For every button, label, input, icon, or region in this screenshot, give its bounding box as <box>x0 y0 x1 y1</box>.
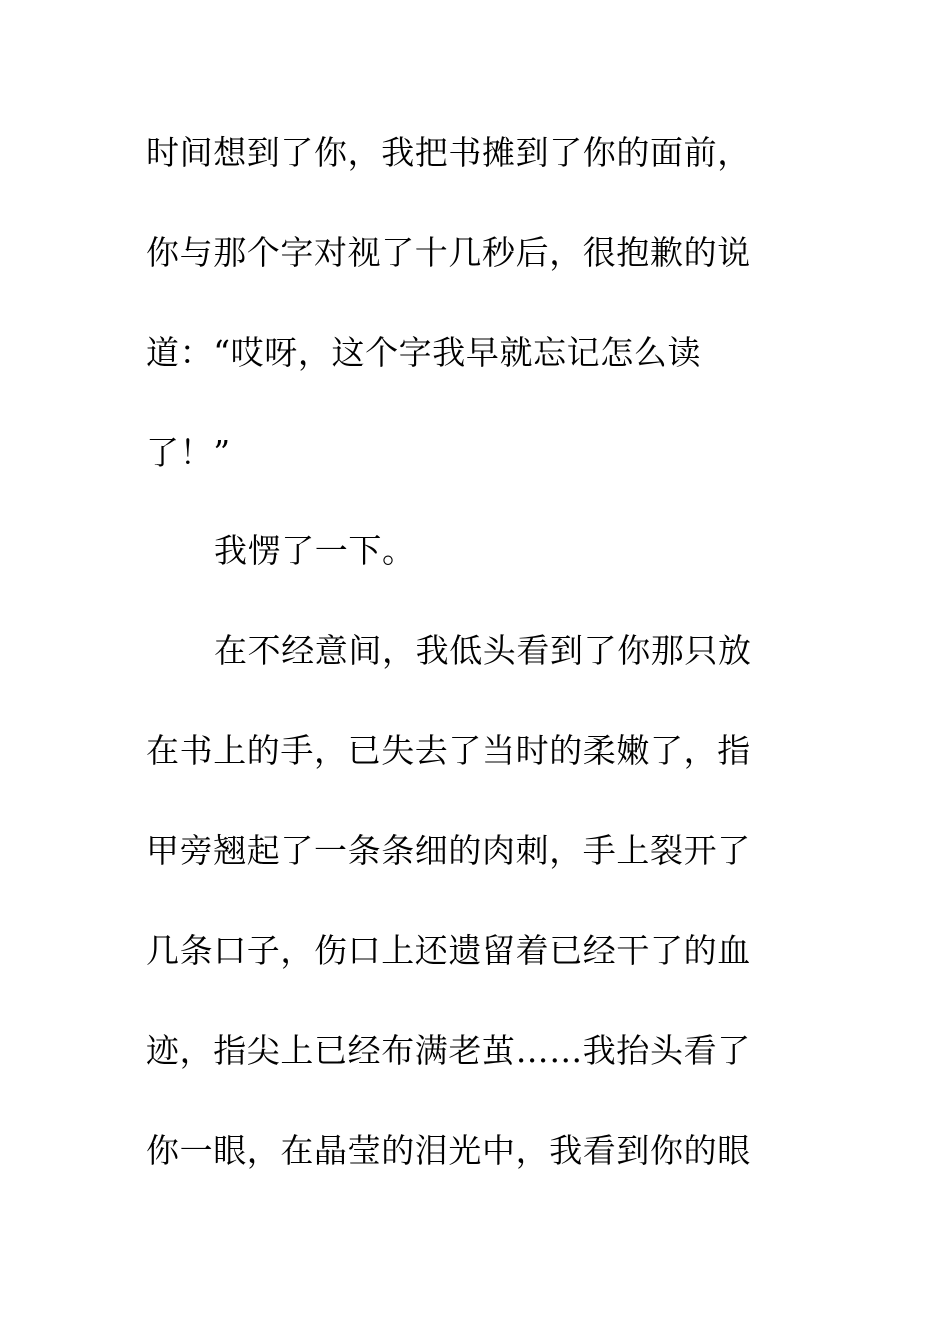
text-line: 在书上的手，已失去了当时的柔嫩了，指 <box>146 731 751 770</box>
text-line: 你与那个字对视了十几秒后，很抱歉的说 <box>146 233 751 272</box>
text-line: 了！” <box>146 433 231 472</box>
text-line: 你一眼，在晶莹的泪光中，我看到你的眼 <box>146 1131 751 1170</box>
paragraph-start-line: 我愣了一下。 <box>214 531 416 570</box>
text-line: 道：“哎呀，这个字我早就忘记怎么读 <box>146 333 702 372</box>
text-line: 甲旁翘起了一条条细的肉刺，手上裂开了 <box>146 831 751 870</box>
text-line: 迹，指尖上已经布满老茧……我抬头看了 <box>146 1031 751 1070</box>
text-line: 时间想到了你，我把书摊到了你的面前， <box>146 133 751 172</box>
paragraph-start-line: 在不经意间，我低头看到了你那只放 <box>214 631 752 670</box>
text-line: 几条口子，伤口上还遗留着已经干了的血 <box>146 931 751 970</box>
